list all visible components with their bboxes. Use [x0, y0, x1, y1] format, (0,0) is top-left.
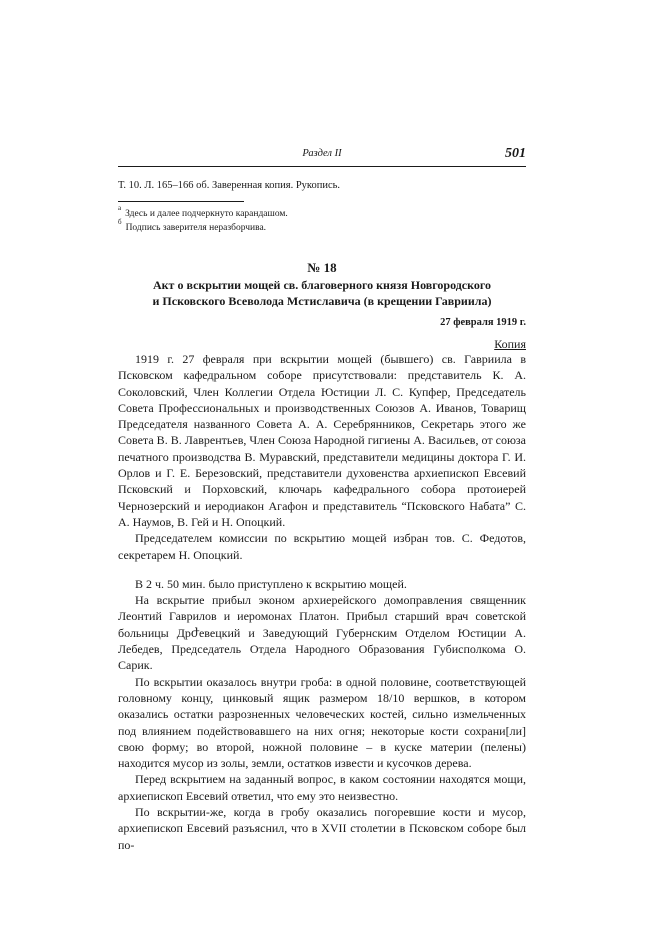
- footnote-mark: б: [118, 218, 122, 226]
- paragraph: В 2 ч. 50 мин. было приступлено к вскрытию мощей.: [135, 576, 407, 591]
- footnote-text: Подпись заверителя неразборчива.: [125, 223, 267, 234]
- section-title: Раздел II: [302, 148, 342, 159]
- document-title-line: Акт о вскрытии мощей св. благоверного князя Новгородского: [152, 278, 492, 292]
- document-number: № 18: [307, 260, 337, 275]
- paragraph: 1919 г. 27 февраля при вскрытии мощей (бывшего) св. Гавриила в Псковском кафедральном соборе присутствовали: представитель К. А. Соколовский, Член Коллегии Отдела Юстиции Л. С. Купфер, Председатель Совета Профессиональных и производственных Союзов А. Иванов, Товарищ Председателя названного Совета А. А. Серебрянников, Секретарь этого же Совета В. В. Лаврентьев, Член Союза Народной гигиены А. Васильев, от союза печатного производства В. Муравский, представители медицины доктора Г. И. Орлов и Г. Е. Березовский, представители духовенства архиепископ Евсевий Псковский и Порховский, ключарь кафедрального собора протоиерей Чернозерский и иеродиакон Агафон и представитель “Псковского Набата” С. А. Наумов, В. Гей и Н. Опоцкий.: [118, 352, 526, 529]
- footnote: [118, 220, 266, 233]
- page-number: 501: [505, 146, 526, 161]
- footnote-mark: а: [118, 204, 122, 212]
- document-date: 27 февраля 1919 г.: [440, 317, 526, 328]
- footnote: [118, 206, 288, 219]
- paragraph: На вскрытие прибыл эконом архиерейского домоправления священник Леонтий Гаврилов и иеромонах Платон. Прибыл старший врач советской больницы Дрժевецкий и Заведующий Губернским Отделом Юстиции А. Лебедев, Председатель Отдела Народного Образования Губисполкома О. Сарик.: [118, 593, 526, 673]
- paragraph: Перед вскрытием на заданный вопрос, в каком состоянии находятся мощи, архиепископ Евсевий ответил, что ему это неизвестно.: [118, 772, 526, 803]
- document-body: [118, 351, 526, 853]
- paragraph: Председателем комиссии по вскрытию мощей избран тов. С. Федотов, секретарем Н. Опоцкий.: [118, 531, 526, 562]
- footnote-divider: [118, 201, 244, 202]
- archive-reference: Т. 10. Л. 165–166 об. Заверенная копия. Рукопись.: [118, 180, 341, 191]
- paragraph: По вскрытии-же, когда в гробу оказались погоревшие кости и мусор, архиепископ Евсевий разъяснил, что в XVII столетии в Псковском соборе был по-: [118, 805, 526, 852]
- running-header: [118, 146, 526, 167]
- document-title-line: и Псковского Всеволода Мстиславича (в крещении Гавриила): [152, 294, 492, 308]
- paragraph: По вскрытии оказалось внутри гроба: в одной половине, соответствующей головному концу, цинковый ящик размером 18/10 вершков, в котором оказались остатки разрозненных человеческих костей, сильно измельченных под влиянием подействовавшего на них огня; некоторые кости сохрани[ли] свою форму; во второй, ножной половине – в куске материи (пелены) находится мусор из золы, земли, остатков извести и кусочков дерева.: [118, 674, 526, 771]
- copy-label: Копия: [494, 337, 526, 351]
- footnote-text: Здесь и далее подчеркнуто карандашом.: [125, 209, 288, 220]
